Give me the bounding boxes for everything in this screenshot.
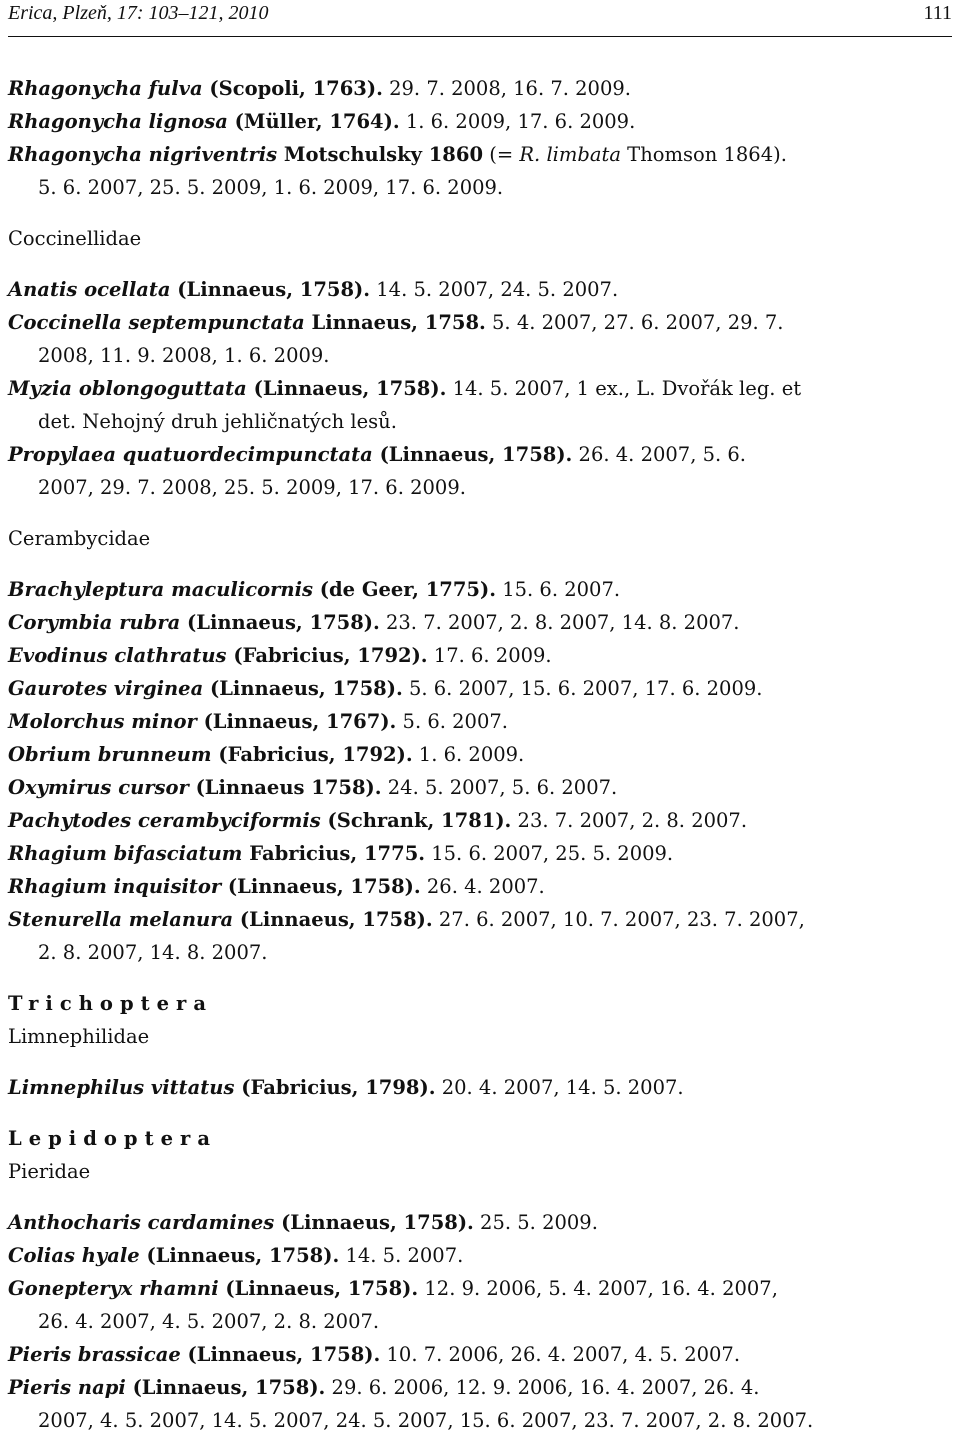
family-heading: Pieridae <box>8 1160 91 1183</box>
record-dates: 25. 5. 2009. <box>473 1211 598 1234</box>
record-continuation: 2. 8. 2007, 14. 8. 2007. <box>38 941 268 964</box>
species-entry <box>8 1206 954 1239</box>
species-name: Propylaea quatuordecimpunctata <box>8 443 373 466</box>
species-name: Stenurella melanura <box>8 908 234 931</box>
record-dates: 20. 4. 2007, 14. 5. 2007. <box>435 1076 684 1099</box>
species-author: (Linnaeus, 1758). <box>218 1277 419 1300</box>
species-entry <box>8 639 954 672</box>
species-author: (Fabricius, 1792). <box>211 743 413 766</box>
record-dates: 26. 4. 2007, 5. 6. <box>572 443 747 466</box>
species-author: Motschulsky 1860 <box>277 143 484 166</box>
species-name: Rhagonycha lignosa <box>8 110 228 133</box>
record-dates: 24. 5. 2007, 5. 6. 2007. <box>381 776 618 799</box>
species-author: (Fabricius, 1792). <box>226 644 428 667</box>
species-author: (Linnaeus, 1758). <box>180 611 380 634</box>
record-dates: 27. 6. 2007, 10. 7. 2007, 23. 7. 2007, <box>432 908 805 931</box>
record-dates: 15. 6. 2007, 25. 5. 2009. <box>425 842 674 865</box>
species-name: Rhagium bifasciatum <box>8 842 243 865</box>
record-continuation: 26. 4. 2007, 4. 5. 2007, 2. 8. 2007. <box>38 1310 380 1333</box>
record-dates: 23. 7. 2007, 2. 8. 2007. <box>511 809 748 832</box>
record-dates: 5. 4. 2007, 27. 6. 2007, 29. 7. <box>485 311 784 334</box>
species-entry <box>8 1371 954 1404</box>
order-heading: Trichoptera <box>8 992 214 1015</box>
record-dates: 29. 6. 2006, 12. 9. 2006, 16. 4. 2007, 26. 4. <box>325 1376 760 1399</box>
page-header <box>8 2 952 32</box>
species-name: Myzia oblongoguttata <box>8 377 247 400</box>
species-entry <box>8 72 954 105</box>
species-name: Gonepteryx rhamni <box>8 1277 219 1300</box>
record-dates: 17. 6. 2009. <box>427 644 552 667</box>
species-entry <box>8 372 954 405</box>
record-continuation: 2008, 11. 9. 2008, 1. 6. 2009. <box>38 344 330 367</box>
species-author: (Linnaeus, 1758). <box>125 1376 326 1399</box>
species-author: (Linnaeus, 1758). <box>203 677 403 700</box>
species-name: Pieris napi <box>8 1376 126 1399</box>
species-author: (Linnaeus, 1758). <box>180 1343 381 1366</box>
species-name: Obrium brunneum <box>8 743 212 766</box>
species-entry <box>8 573 954 606</box>
species-author: (Linnaeus, 1767). <box>196 710 397 733</box>
species-list <box>8 72 954 1437</box>
record-dates: 23. 7. 2007, 2. 8. 2007, 14. 8. 2007. <box>379 611 740 634</box>
species-name: Pachytodes cerambyciformis <box>8 809 321 832</box>
species-name: Colias hyale <box>8 1244 140 1267</box>
species-entry <box>8 306 954 339</box>
species-entry <box>8 837 954 870</box>
species-entry <box>8 1239 954 1272</box>
species-entry <box>8 438 954 471</box>
family-heading: Coccinellidae <box>8 227 142 250</box>
record-continuation: 5. 6. 2007, 25. 5. 2009, 1. 6. 2009, 17. 6. 2009. <box>38 176 504 199</box>
species-entry <box>8 606 954 639</box>
record-dates: 29. 7. 2008, 16. 7. 2009. <box>382 77 631 100</box>
species-name: Corymbia rubra <box>8 611 181 634</box>
species-entry <box>8 138 954 171</box>
record-continuation: det. Nehojný druh jehličnatých lesů. <box>38 410 397 433</box>
species-name: Anthocharis cardamines <box>8 1211 275 1234</box>
species-entry <box>8 771 954 804</box>
species-entry <box>8 738 954 771</box>
synonym-author: Thomson 1864). <box>620 143 787 166</box>
species-name: Coccinella septempunctata <box>8 311 305 334</box>
record-dates: 1. 6. 2009, 17. 6. 2009. <box>399 110 636 133</box>
record-dates: 5. 6. 2007, 15. 6. 2007, 17. 6. 2009. <box>402 677 763 700</box>
species-author: (Linnaeus, 1758). <box>233 908 433 931</box>
record-dates: 14. 5. 2007. <box>339 1244 464 1267</box>
header-rule <box>8 36 952 37</box>
species-name: Molorchus minor <box>8 710 197 733</box>
record-dates: 26. 4. 2007. <box>420 875 545 898</box>
species-entry <box>8 1338 954 1371</box>
species-name: Evodinus clathratus <box>8 644 227 667</box>
family-heading: Cerambycidae <box>8 527 151 550</box>
species-author: (Linnaeus, 1758). <box>274 1211 474 1234</box>
page-number: 111 <box>923 2 952 24</box>
record-dates: 1. 6. 2009. <box>412 743 525 766</box>
species-name: Oxymirus cursor <box>8 776 189 799</box>
synonym-open: (= <box>483 143 520 166</box>
synonym-name: R. limbata <box>519 143 621 166</box>
species-entry <box>8 804 954 837</box>
species-entry <box>8 1272 954 1305</box>
species-author: (Müller, 1764). <box>227 110 400 133</box>
species-entry <box>8 105 954 138</box>
species-name: Anatis ocellata <box>8 278 171 301</box>
record-dates: 14. 5. 2007, 24. 5. 2007. <box>370 278 619 301</box>
record-continuation: 2007, 4. 5. 2007, 14. 5. 2007, 24. 5. 2007, 15. 6. 2007, 23. 7. 2007, 2. 8. 2007. <box>38 1409 814 1432</box>
species-entry <box>8 705 954 738</box>
journal-citation: Erica, Plzeň, 17: 103–121, 2010 <box>8 2 269 24</box>
species-author: (Schrank, 1781). <box>320 809 512 832</box>
record-dates: 15. 6. 2007. <box>496 578 621 601</box>
species-author: (Fabricius, 1798). <box>234 1076 436 1099</box>
species-name: Brachyleptura maculicornis <box>8 578 313 601</box>
species-entry <box>8 273 954 306</box>
record-dates: 5. 6. 2007. <box>396 710 508 733</box>
species-author: Linnaeus, 1758. <box>304 311 486 334</box>
species-name: Rhagonycha fulva <box>8 77 203 100</box>
family-heading: Limnephilidae <box>8 1025 150 1048</box>
species-name: Limnephilus vittatus <box>8 1076 235 1099</box>
species-name: Rhagium inquisitor <box>8 875 222 898</box>
species-author: (de Geer, 1775). <box>312 578 497 601</box>
species-author: (Linnaeus, 1758). <box>246 377 447 400</box>
species-entry <box>8 903 954 936</box>
order-heading: Lepidoptera <box>8 1127 217 1150</box>
species-author: (Scopoli, 1763). <box>202 77 383 100</box>
species-author: (Linnaeus, 1758). <box>170 278 371 301</box>
species-entry <box>8 870 954 903</box>
record-dates: 14. 5. 2007, 1 ex., L. Dvořák leg. et <box>446 377 802 400</box>
species-name: Pieris brassicae <box>8 1343 181 1366</box>
species-author: (Linnaeus 1758). <box>188 776 382 799</box>
record-continuation: 2007, 29. 7. 2008, 25. 5. 2009, 17. 6. 2009. <box>38 476 466 499</box>
record-dates: 12. 9. 2006, 5. 4. 2007, 16. 4. 2007, <box>418 1277 778 1300</box>
species-entry <box>8 672 954 705</box>
species-author: Fabricius, 1775. <box>242 842 426 865</box>
species-name: Gaurotes virginea <box>8 677 204 700</box>
species-name: Rhagonycha nigriventris <box>8 143 278 166</box>
species-entry <box>8 1071 954 1104</box>
record-dates: 10. 7. 2006, 26. 4. 2007, 4. 5. 2007. <box>380 1343 741 1366</box>
species-author: (Linnaeus, 1758). <box>139 1244 340 1267</box>
species-author: (Linnaeus, 1758). <box>372 443 573 466</box>
species-author: (Linnaeus, 1758). <box>221 875 421 898</box>
